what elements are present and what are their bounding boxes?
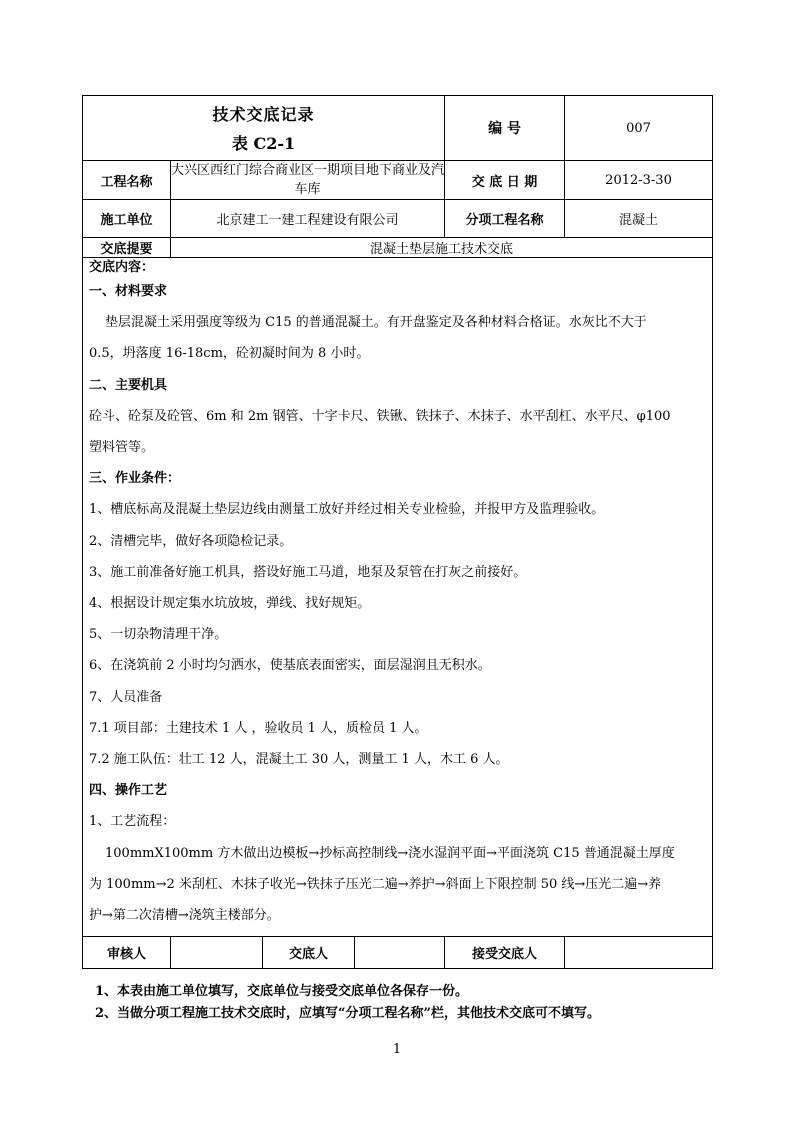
form-notes <box>95 981 600 1025</box>
content-line: 1、工艺流程： <box>89 814 176 830</box>
content-line: 砼斗、砼泵及砼管、6m 和 2m 钢管、十字卡尺、铁锹、铁抹子、木抹子、水平刮杠、水平尺、φ100 <box>89 408 671 424</box>
disclosure-date-label: 交 底 日 期 <box>445 161 565 200</box>
content-line: 三、作业条件： <box>89 471 181 487</box>
content-line: 7.2 施工队伍：壮工 12 人，混凝土工 30 人，测量工 1 人，木工 6 人。 <box>89 752 509 768</box>
form-title-cell <box>83 96 445 161</box>
reviewer-value <box>171 937 263 969</box>
form-title: 技术交底记录 <box>212 105 315 124</box>
sub-project-value: 混凝土 <box>565 200 713 238</box>
note-line: 2、当做分项工程施工技术交底时，应填写“分项工程名称”栏，其他技术交底可不填写。 <box>95 1006 601 1021</box>
project-name-label: 工程名称 <box>83 161 171 200</box>
content-line: 垫层混凝土采用强度等级为 C15 的普通混凝土。有开盘鉴定及各种材料合格证。水灰比不大于 <box>105 315 647 331</box>
content-line: 护→第二次清槽→浇筑主楼部分。 <box>89 908 280 924</box>
disclosure-date-value: 2012-3-30 <box>565 161 713 200</box>
project-name-value: 大兴区西红门综合商业区一期项目地下商业及汽车库 <box>171 161 445 200</box>
content-label: 交底内容： <box>89 260 155 275</box>
content-line: 6、在浇筑前 2 小时均匀洒水，使基底表面密实，面层湿润且无积水。 <box>89 658 491 674</box>
number-value: 007 <box>565 96 713 161</box>
content-line: 为 100mm→2 米刮杠、木抹子收光→铁抹子压光二遍→养护→斜面上下限控制 50 线→压光二遍→养 <box>89 876 662 892</box>
construction-unit-label: 施工单位 <box>83 200 171 238</box>
content-line: 2、清槽完毕，做好各项隐检记录。 <box>89 533 293 549</box>
content-line: 5、一切杂物清理干净。 <box>89 627 228 643</box>
number-label: 编 号 <box>445 96 565 161</box>
content-line: 3、施工前准备好施工机具，搭设好施工马道，地泵及泵管在打灰之前接好。 <box>89 564 527 580</box>
page-number: 1 <box>392 1042 402 1057</box>
disclosure-content <box>83 258 713 937</box>
receiver-label: 接受交底人 <box>445 937 565 969</box>
form-code: 表 C2-1 <box>231 134 296 153</box>
content-line: 四、操作工艺 <box>89 783 168 799</box>
content-line: 4、根据设计规定集水坑放坡，弹线、找好规矩。 <box>89 596 371 612</box>
content-line: 7、人员准备 <box>89 689 163 705</box>
summary-value: 混凝土垫层施工技术交底 <box>171 238 713 258</box>
content-line: 100mmX100mm 方木做出边模板→抄标高控制线→浇水湿润平面→平面浇筑 C15 普通混凝土厚度 <box>105 845 675 861</box>
discloser-label: 交底人 <box>263 937 355 969</box>
summary-label: 交底提要 <box>83 238 171 258</box>
content-line: 一、材料要求 <box>89 284 168 299</box>
construction-unit-value: 北京建工一建工程建设有限公司 <box>171 200 445 238</box>
sub-project-label: 分项工程名称 <box>445 200 565 238</box>
disclosure-form <box>82 95 713 969</box>
content-line: 7.1 项目部：土建技术 1 人 ，验收员 1 人，质检员 1 人。 <box>89 720 428 736</box>
note-line: 1、本表由施工单位填写，交底单位与接受交底单位各保存一份。 <box>95 984 469 999</box>
content-line: 1、槽底标高及混凝土垫层边线由测量工放好并经过相关专业检验，并报甲方及监理验收。 <box>89 502 605 518</box>
content-line: 0.5，坍落度 16-18cm，砼初凝时间为 8 小时。 <box>89 346 370 362</box>
content-line: 二、主要机具 <box>89 377 168 393</box>
content-line: 塑料管等。 <box>89 440 155 456</box>
discloser-value <box>355 937 445 969</box>
receiver-value <box>565 937 713 969</box>
reviewer-label: 审核人 <box>83 937 171 969</box>
